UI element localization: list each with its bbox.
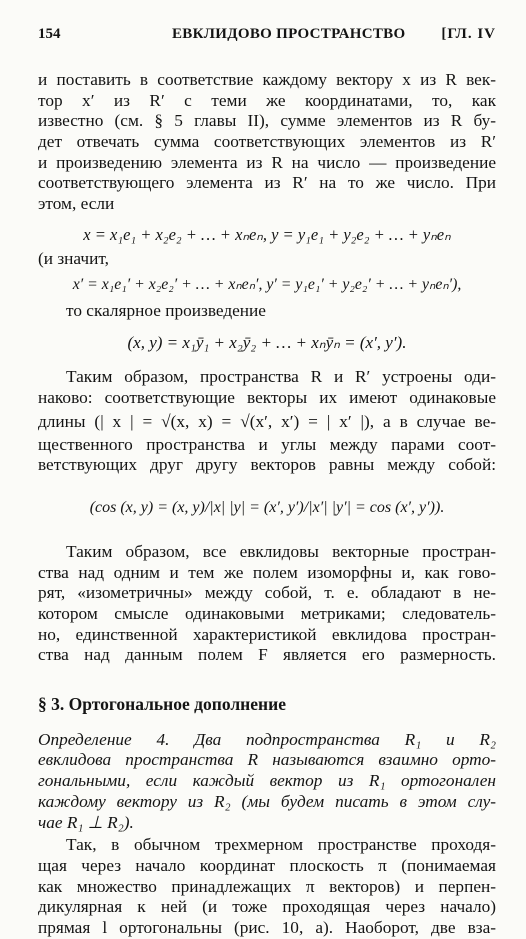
running-header <box>38 26 496 46</box>
text-line: ства над данным полем F является его размерность. <box>38 645 496 665</box>
text-line: дикулярная к ней (и тоже проходящая через начало) <box>38 897 496 917</box>
text-line: щая через начало координат плоскость π (понимаемая <box>38 855 496 875</box>
text-line: но, единственной характеристикой евклидова простран- <box>38 624 496 644</box>
definition-4 <box>38 730 496 833</box>
text-line: и поставить в соответствие каждому вектору x из R век- <box>38 70 496 89</box>
page-body <box>38 70 496 939</box>
text-line: соответствующего элемента из R′ на то же число. При <box>38 173 496 193</box>
section-heading: § 3. Ортогональное дополнение <box>38 694 286 715</box>
formula-expansion: x = x₁e₁ + x₂e₂ + … + xₙeₙ, y = y₁e₁ + y₂e₂ + … + yₙeₙ <box>83 224 451 244</box>
paragraph-3 <box>38 542 496 666</box>
text-line: Так, в обычном трехмерном пространстве проходя- <box>66 835 496 855</box>
text-line: Таким образом, пространства R и R′ устроены оди- <box>66 367 496 387</box>
text-line: Определение 4. Два подпространства R₁ и R₂ <box>38 729 496 749</box>
text-line: прямая l ортогональны (рис. 10, а). Наоборот, две вза- <box>38 917 496 937</box>
page-number: 154 <box>38 26 61 42</box>
text-line: этом, если <box>38 194 115 214</box>
text-line: ветствующих друг другу векторов равны между собой: <box>38 455 496 475</box>
paragraph-1 <box>38 70 496 215</box>
text-line: и произведению элемента из R на число — произведение <box>38 152 496 172</box>
paragraph-2 <box>38 367 496 476</box>
text-line: евклидова пространства R называются взаимно орто- <box>38 750 496 770</box>
paragraph-5 <box>38 835 496 938</box>
text-line: Таким образом, все евклидовы векторные простран- <box>66 541 496 561</box>
text-line: известно (см. § 5 главы II), сумме элементов из R бу- <box>38 111 496 131</box>
text-line: наково: соответствующие векторы их имеют одинаковые <box>38 387 496 407</box>
text-line: ства над одним и тем же полем изоморфны и, как гово- <box>38 562 496 582</box>
formula-scalar-product: (x, y) = x₁ȳ₁ + x₂ȳ₂ + … + xₙȳₙ = (x′, y′). <box>127 333 407 353</box>
text-line: длины (| x | = √(x, x) = √(x′, x′) = | x′ |), а в случае ве- <box>38 411 496 431</box>
text-line: котором смысле одинаковыми метриками; следователь- <box>38 604 496 623</box>
text-line: тор x′ из R′ с теми же координатами, то, как <box>38 90 496 110</box>
formula-cosine: (cos (x, y) = (x, y)/|x| |y| = (x′, y′)/|x′| |y′| = cos (x′, y′)). <box>89 498 445 516</box>
running-title: ЕВКЛИДОВО ПРОСТРАНСТВО <box>172 26 406 42</box>
text-line: дет отвечать сумма соответствующих элементов из R′ <box>38 132 496 152</box>
text-line: рят, «изометричны» между собой, т. е. обладают в не- <box>38 583 496 603</box>
text-line: как множество принадлежащих π векторов) и перпен- <box>38 876 496 896</box>
chapter-label: [ГЛ. IV <box>441 26 496 42</box>
text-line: (и значит, <box>38 248 109 268</box>
text-line: щественного пространства и углы между парами соот- <box>38 434 496 454</box>
text-line: то скалярное произведение <box>66 300 266 320</box>
text-line: гональными, если каждый вектор из R₁ ортогонален <box>38 771 496 791</box>
text-line: чае R₁ ⊥ R₂). <box>38 812 134 832</box>
formula-primed-expansion: x′ = x₁e₁′ + x₂e₂′ + … + xₙeₙ′, y′ = y₁e₁′ + y₂e₂′ + … + yₙeₙ′), <box>72 275 462 293</box>
text-line: каждому вектору из R₂ (мы будем писать в этом слу- <box>38 791 496 811</box>
